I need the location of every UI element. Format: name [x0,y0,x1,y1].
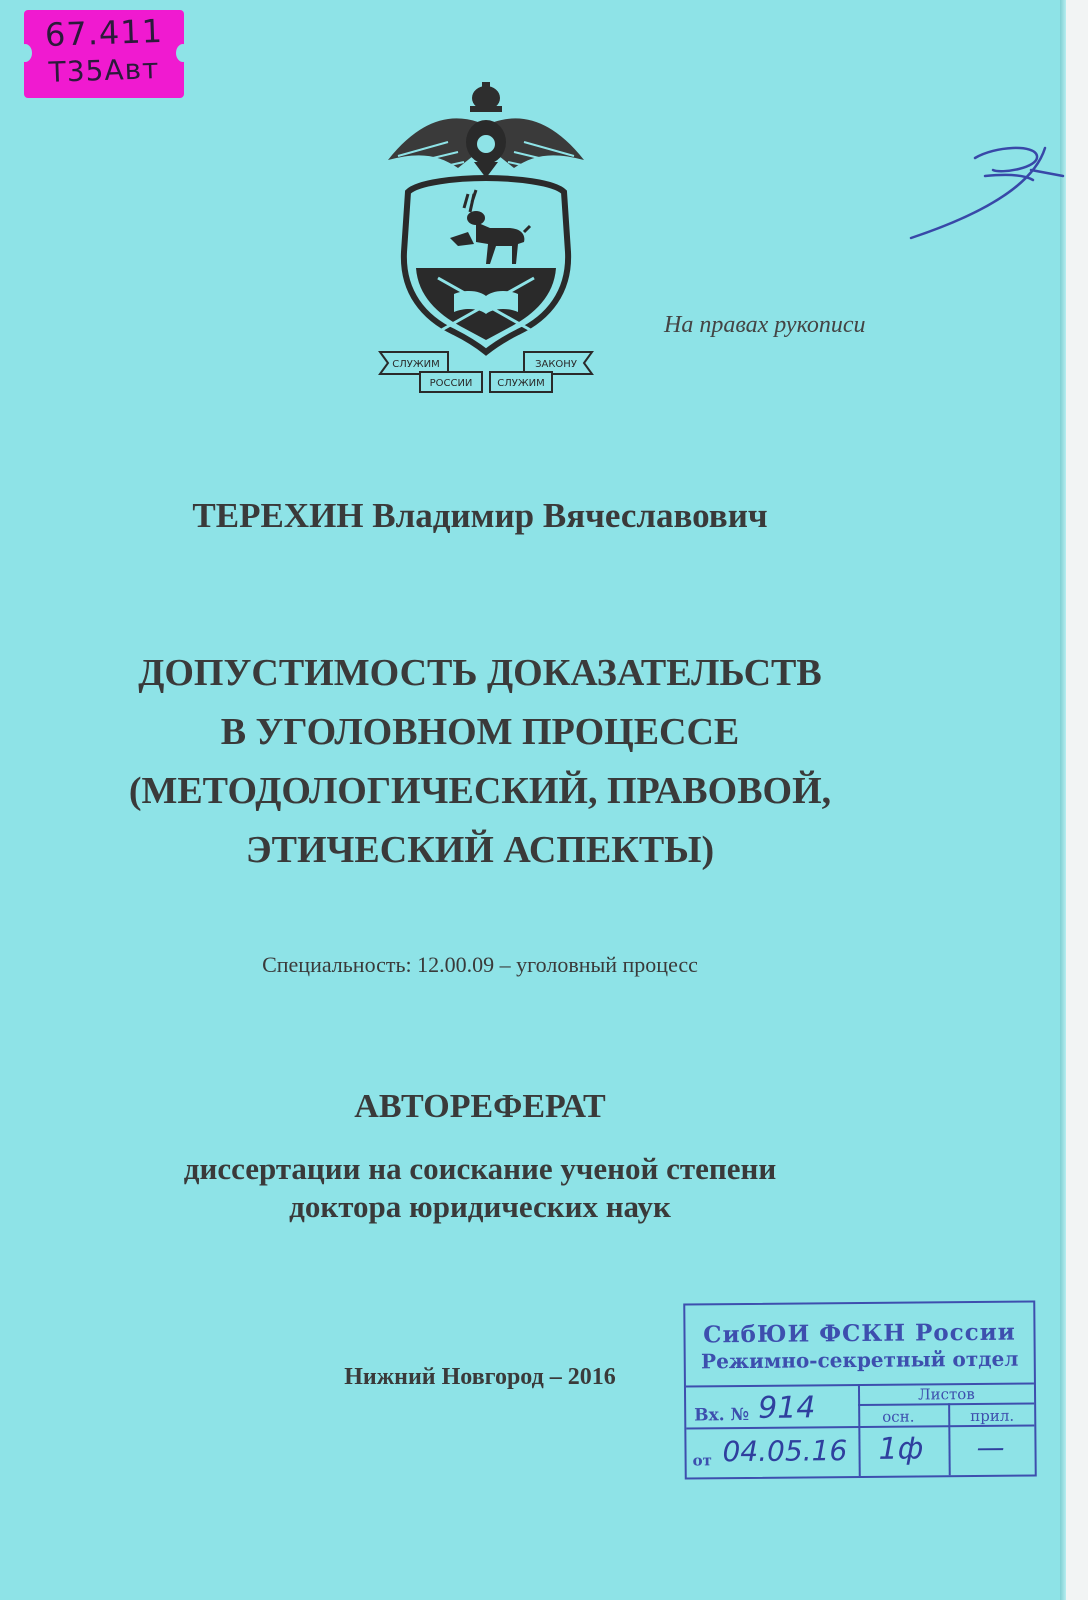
degree-statement [0,1150,960,1226]
motto-word-3: СЛУЖИМ [497,378,545,389]
dissertation-title [0,644,960,880]
stamp-sheets-label: Листов [917,1384,975,1404]
specialty: Специальность: 12.00.09 – уголовный процесс [262,952,698,977]
title-line-1: ДОПУСТИМОСТЬ ДОКАЗАТЕЛЬСТВ [138,652,822,694]
title-line-4: ЭТИЧЕСКИЙ АСПЕКТЫ) [245,829,715,871]
tag-author-code: Т35Авт [48,52,160,89]
stamp-date-label: от [692,1451,712,1470]
motto-word-2: РОССИИ [429,378,473,389]
stamp-appendix-label: прил. [970,1406,1015,1426]
stamp-appendix-value: — [976,1430,1005,1464]
tag-classification: 67.411 [44,11,164,55]
registration-stamp [683,1300,1037,1479]
stamp-main-value: 1ф [878,1431,924,1467]
stamp-divider [948,1403,951,1475]
motto-word-1: СЛУЖИМ [392,359,440,370]
degree-line-2: доктора юридических наук [289,1189,671,1224]
degree-line-1: диссертации на соискание ученой степени [183,1151,777,1186]
handwritten-signature [905,140,1065,250]
city-year: Нижний Новгород – 2016 [344,1364,616,1390]
stamp-in-number: 914 [758,1390,816,1426]
document-type: АВТОРЕФЕРАТ [354,1088,606,1125]
rights-notice: На правах рукописи [664,312,866,338]
title-line-3: (МЕТОДОЛОГИЧЕСКИЙ, ПРАВОВОЙ, [128,770,832,812]
stamp-dept: Режимно-секретный отдел [700,1346,1019,1374]
stamp-divider [858,1384,861,1476]
motto-word-4: ЗАКОНУ [535,359,577,370]
page-edge [1066,0,1088,1600]
title-line-2: В УГОЛОВНОМ ПРОЦЕССЕ [220,711,740,753]
stamp-in-label: Вх. № [694,1404,750,1426]
police-deer-emblem-icon [378,82,594,402]
stamp-org: СибЮИ ФСКН России [703,1318,1016,1349]
library-tag [24,10,184,98]
stamp-main-label: осн. [882,1407,915,1426]
author-name: ТЕРЕХИН Владимир Вячеславович [192,496,768,535]
stamp-date: 04.05.16 [722,1434,848,1469]
